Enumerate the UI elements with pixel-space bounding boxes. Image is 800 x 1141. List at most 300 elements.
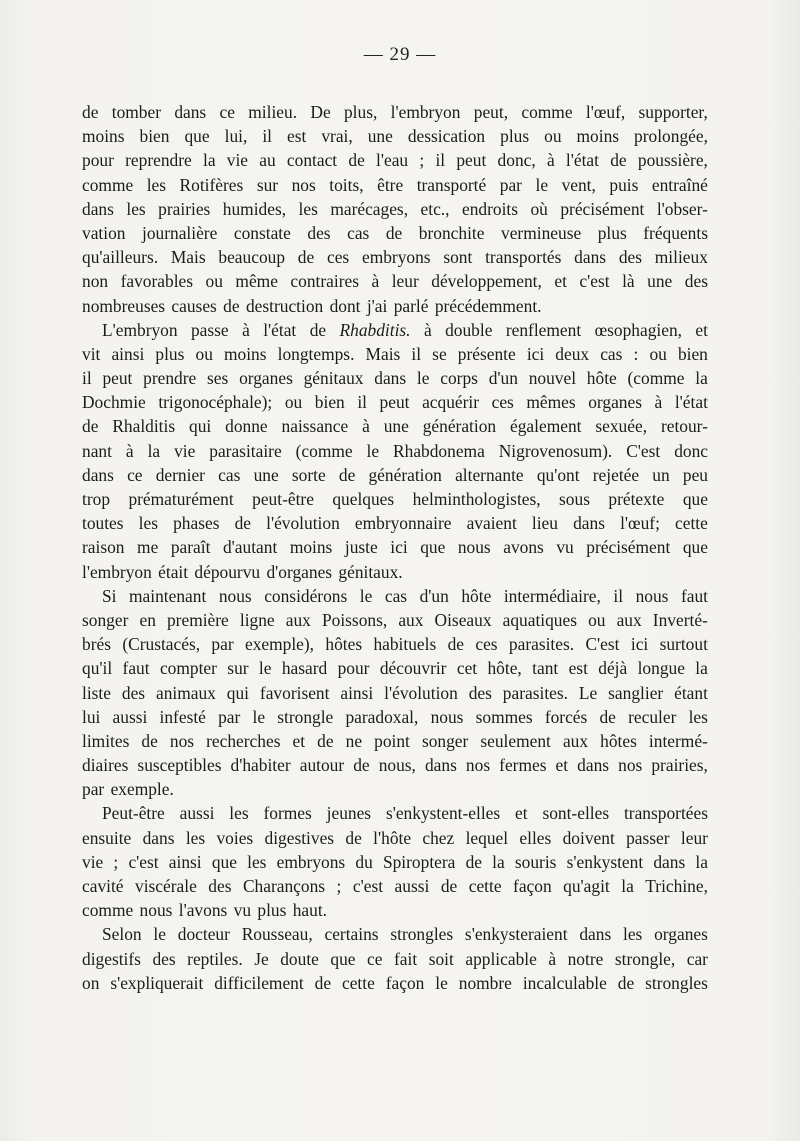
word: car [686,948,708,969]
word: Poissons, [321,609,388,630]
word: embryons [361,247,431,268]
word: que [682,489,708,509]
word: et [695,319,708,340]
word: la [147,440,161,461]
word: Dochmie [82,392,146,413]
word: peu [682,464,708,485]
word: cette [468,876,502,896]
word: est [568,658,588,679]
word: aux [616,609,642,630]
word: de [447,634,464,655]
word: contact [286,150,338,171]
word: Charançons [242,876,326,896]
word: peut-être [252,489,314,509]
word: ici [390,537,408,558]
word: nombreuses [82,295,172,316]
word: nos [169,730,195,751]
text-line [82,463,708,487]
word: par [82,779,111,800]
text-line [82,922,708,946]
word: présente [457,343,516,364]
word: jeunes [326,803,372,824]
text-line [82,535,708,559]
word: cet [456,658,478,679]
word: précisément [586,537,671,558]
word: supporter, [638,102,708,122]
word: les [623,924,643,945]
text-line [82,269,708,293]
word: ces [326,247,350,268]
word: pour [82,150,114,171]
word: aquatiques [502,609,577,630]
word: prétexte [608,489,665,509]
word: hôtes [325,634,363,655]
word: juste [344,537,378,558]
word: la [695,368,708,389]
word: génitaux [303,368,364,389]
word: nant [82,440,112,461]
word: formes [263,803,312,824]
word: seulement [480,730,551,751]
text-line [82,632,708,656]
word: ou [649,343,667,364]
word: moins [289,537,333,558]
word: la [695,658,708,679]
word: il [82,368,92,389]
word: les [146,174,167,195]
text-line [82,584,708,608]
word: et [292,730,306,751]
word: dans [82,198,114,219]
word: ou [195,343,213,364]
word: de [82,102,99,122]
word: de [385,222,403,243]
word: une [647,271,673,292]
word: cas [600,343,623,364]
word: ici [630,634,649,655]
word: haut. [292,900,328,921]
word: milieux [654,247,708,268]
word: nous [457,537,491,558]
word: l'état [674,392,708,413]
word: retour- [660,416,708,437]
text-line [82,560,708,584]
word: nous [218,585,252,606]
word: avons [503,537,544,558]
word: Rhabditis. [339,319,411,340]
word: peut [379,392,410,413]
word: dont [329,295,367,316]
word: il [262,126,272,147]
word: génération [368,464,442,485]
word: hôtes [600,730,637,751]
text-line [82,439,708,463]
word: prairies, [651,755,708,776]
word: moins [576,126,620,147]
word: milieu. [248,102,298,122]
word: aux [398,609,424,630]
word: de [599,706,616,727]
word: du [355,851,373,872]
word: plus [155,343,185,364]
word: Le [578,682,598,703]
word: et [555,755,569,776]
word: étant [674,682,708,703]
word: lieu [531,513,558,534]
word: de [297,247,315,268]
word: ; [419,150,425,171]
word: puis [609,174,639,195]
word: poussière, [637,150,708,171]
word: forcés [544,706,588,727]
text-line [82,414,708,438]
word: que [211,851,237,872]
word: tomber [111,102,161,122]
word: des [121,682,146,703]
page-number: — 29 — [363,44,437,65]
text-line [82,173,708,197]
word: De [310,102,331,122]
word: sorte [291,464,326,485]
text-line [82,511,708,535]
word: sanglier [608,682,664,703]
word: hasard [281,658,328,679]
word: l'état [263,319,297,340]
word: l'obser- [656,198,708,219]
word: cette [341,972,375,993]
word: plus, [343,102,378,122]
word: qu'ailleurs. [82,247,159,268]
word: cas [384,585,408,606]
word: les [229,803,249,824]
word: cas [347,222,370,243]
word: Spiroptera [382,851,456,872]
word: applicable [465,948,537,969]
word: hôte [461,585,492,606]
word: il [411,343,422,364]
word: intermé- [648,730,708,751]
word: autour [299,755,345,776]
word: etc., [420,198,450,219]
word: sous [559,489,590,509]
word: là [622,271,635,292]
word: où [530,198,548,219]
word: s'expliquerait [110,972,204,993]
word: doute [280,948,319,969]
word: dans [374,368,407,389]
word: causes [171,295,224,316]
word: deux [555,343,590,364]
word: ce [367,948,383,969]
word: nos [465,755,491,776]
word: strongle [277,706,334,727]
word: par [218,706,241,727]
word: digestives [264,827,335,848]
word: renflement [505,319,582,340]
word: une [253,464,279,485]
word: C'est [626,440,661,461]
word: être [377,174,404,195]
word: parasites. [502,682,568,703]
text-line [82,197,708,221]
word: sommes [475,706,533,727]
word: alternante [455,464,524,485]
word: découvrir [379,658,447,679]
word: d'autant [222,537,278,558]
word: dans [577,755,610,776]
word: incalculable [522,972,607,993]
word: constate [233,222,291,243]
word: à [125,440,134,461]
word: recherches [206,730,281,751]
word: bien [139,126,170,147]
word: L'embryon [102,319,178,340]
word: vie [174,440,196,461]
word: trop [82,489,111,509]
word: donc, [497,150,536,171]
word: d'un [419,585,449,606]
word: : [633,343,639,364]
word: ainsi [168,851,202,872]
word: des [468,682,492,703]
word: il [613,585,624,606]
text-line [82,971,708,995]
word: les [298,198,318,219]
word: leur [391,271,419,292]
text-line [82,826,708,850]
word: lequel [465,827,509,848]
word: exemple), [244,634,315,655]
word: vu [233,900,258,921]
word: qui [226,682,250,703]
word: sexuée, [595,416,648,437]
text-line [82,366,708,390]
word: de [223,295,246,316]
text-line [82,753,708,777]
word: de [353,755,370,776]
word: souris [514,851,557,872]
word: dessication [407,126,486,147]
word: notre [567,948,604,969]
word: vu [556,537,574,558]
word: liste [82,682,111,703]
word: organes [239,368,293,389]
word: C'est [585,634,620,655]
word: nos [291,174,316,195]
word: par [499,174,522,195]
word: ou [284,392,303,413]
word: transportées [623,803,708,824]
word: embryons [276,851,346,872]
word: ; [336,876,342,896]
word: contraires [290,271,359,292]
text-line [82,850,708,874]
word: qu'il [82,658,113,679]
word: organes [654,924,708,945]
word: que [420,537,446,558]
word: surtout [659,634,708,655]
word: qu'agit [563,876,610,896]
word: pour [337,658,370,679]
word: au [259,150,276,171]
word: susceptibles [137,755,222,776]
text-line [82,100,708,124]
word: le [366,440,380,461]
word: digestifs [82,948,141,969]
word: faut [680,585,708,606]
word: ainsi [340,682,374,703]
word: longue [637,658,685,679]
word: s'enkysteraient [464,924,568,945]
word: Trichine, [645,876,708,896]
word: mêmes [526,392,576,413]
word: aussi [179,803,215,824]
word: aussi [394,876,430,896]
word: considérons [264,585,348,606]
word: raison [82,537,125,558]
word: Inverté- [652,609,708,630]
word: cavité [82,876,124,896]
word: une [383,416,409,437]
word: vie [226,150,249,171]
word: fait [394,948,418,969]
word: et [515,803,528,824]
word: en [139,609,156,630]
word: c'est [128,851,159,872]
word: Mais [365,343,401,364]
word: l'embryon [390,102,461,122]
word: endroits [461,198,518,219]
word: dans [573,513,605,534]
word: le [435,972,448,993]
word: j'ai [366,295,394,316]
word: peut, [473,102,509,122]
text-line [82,681,708,705]
word: c'est [352,876,384,896]
word: Oiseaux [434,609,492,630]
word: elles [519,827,552,848]
word: fréquents [643,222,708,243]
word: quelques [332,489,395,509]
word: paradoxal, [345,706,419,727]
word: de [141,730,158,751]
word: cette [675,513,708,534]
word: même [235,271,278,292]
word: les [185,827,206,848]
word: précisément [560,198,645,219]
word: (comme [627,368,685,389]
word: intermédiaire, [503,585,601,606]
word: leur [680,827,708,848]
word: dans [142,827,175,848]
word: parlé [393,295,435,316]
word: toutes [82,513,124,534]
word: destruction [245,295,330,316]
word: favorables [120,271,194,292]
word: Rhabdonema [393,440,485,461]
word: parasitaire [209,440,282,461]
word: ici [526,343,545,364]
word: ce [127,464,143,485]
word: organes [588,392,642,413]
word: ensuite [82,827,132,848]
text-line [82,608,708,632]
word: de [234,513,251,534]
word: aussi [112,706,148,727]
word: l'évolution [266,513,340,534]
word: strongles [390,924,454,945]
word: des [307,222,331,243]
word: Rousseau, [241,924,313,945]
word: diaires [82,755,129,776]
word: Rhalditis [112,416,176,437]
word: corps [440,368,478,389]
word: toits, [329,174,364,195]
word: de [348,150,365,171]
word: qui [189,416,212,437]
text-line [82,898,708,922]
word: l'avons [178,900,234,921]
word: et [554,271,567,292]
word: génération [422,416,497,437]
word: vie [82,851,104,872]
word: certains [324,924,379,945]
word: d'organes [266,561,339,582]
word: le [252,706,266,727]
text-line [82,221,708,245]
word: phases [173,513,220,534]
word: de [314,972,332,993]
word: nous [430,706,464,727]
word: prolongée, [634,126,708,147]
word: ces [491,392,514,413]
word: limites [82,730,130,751]
word: moins [82,126,125,147]
word: le [416,368,430,389]
word: façon [385,972,425,993]
word: chez [422,827,455,848]
word: la [695,851,708,872]
word: que [682,537,708,558]
word: de [317,730,334,751]
word: dans [174,102,207,122]
word: fermes [499,755,547,776]
word: d'un [488,368,518,389]
word: reculer [628,706,677,727]
text-line [82,124,708,148]
word: les [126,198,146,219]
word: point [374,730,410,751]
word: beaucoup [218,247,286,268]
word: dans [574,247,607,268]
word: sur [227,658,249,679]
word: non [82,271,109,292]
word: de [82,416,99,437]
word: à [546,150,555,171]
word: double [445,319,493,340]
word: à [548,948,557,969]
word: comme [82,174,134,195]
word: lui [82,706,101,727]
word: l'hôte [373,827,412,848]
word: à [362,416,370,437]
word: de [309,319,327,340]
word: transporté [416,174,487,195]
word: c'est [579,271,610,292]
word: hôte [586,368,617,389]
word: des [618,247,643,268]
word: plus [597,222,627,243]
